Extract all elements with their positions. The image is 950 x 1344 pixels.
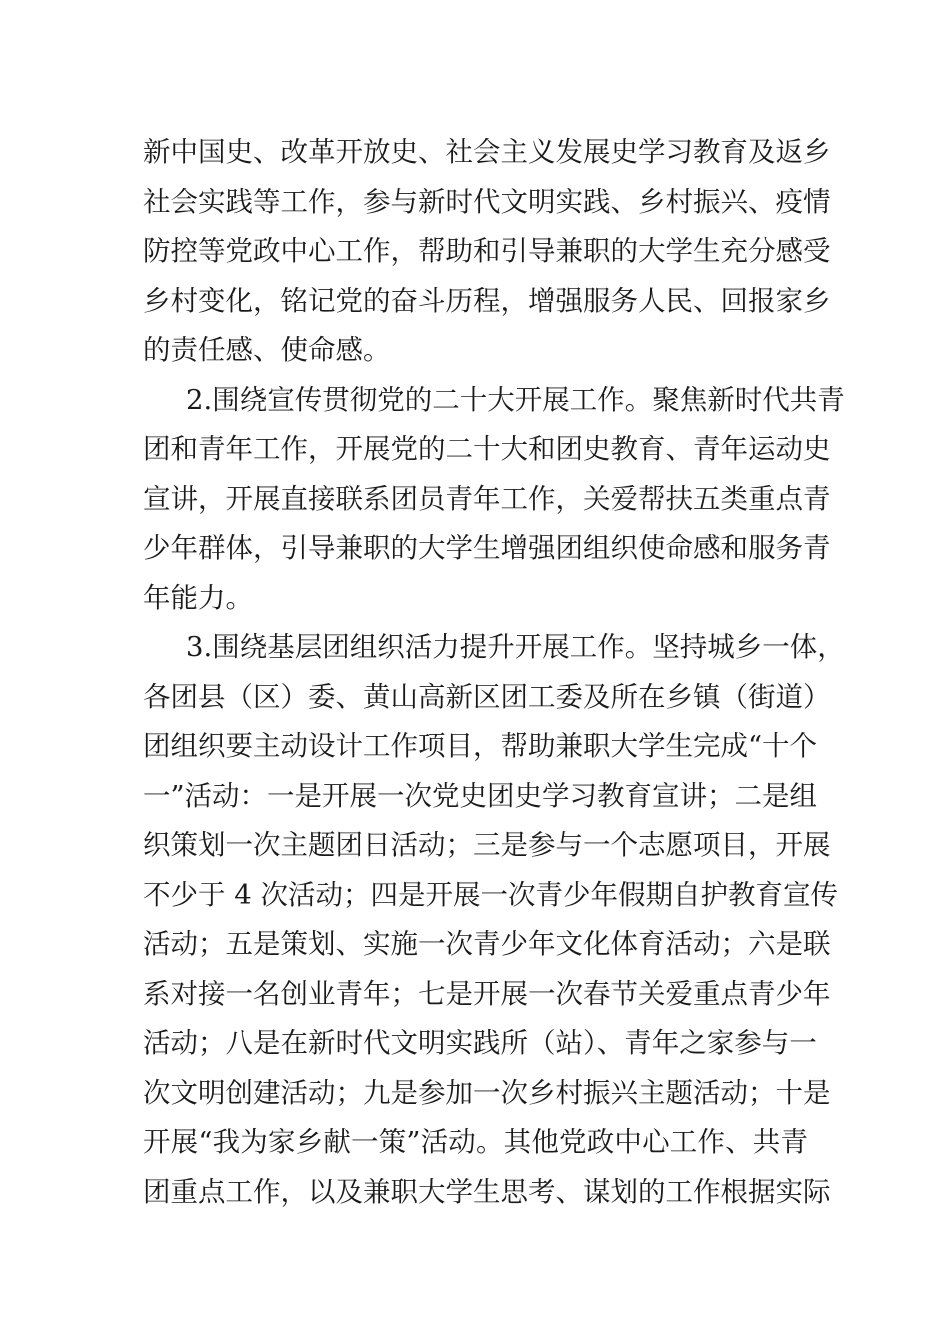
text-line: 开展“我为家乡献一策”活动。其他党政中心工作、共青: [143, 1126, 808, 1158]
text-line: 防控等党政中心工作，帮助和引导兼职的大学生充分感受: [143, 235, 831, 267]
text-line: 少年群体，引导兼职的大学生增强团组织使命感和服务青: [143, 532, 831, 564]
text-line: 活动；五是策划、实施一次青少年文化体育活动；六是联: [143, 928, 831, 960]
text-line: 团和青年工作，开展党的二十大和团史教育、青年运动史: [143, 433, 831, 465]
text-line: 各团县（区）委、黄山高新区团工委及所在乡镇（街道）: [143, 680, 831, 713]
text-line: 的责任感、使命感。: [143, 334, 391, 366]
body-text: [143, 128, 845, 1217]
text-line: 社会实践等工作，参与新时代文明实践、乡村振兴、疫情: [143, 185, 831, 218]
text-line: 活动；八是在新时代文明实践所（站）、青年之家参与一: [143, 1027, 817, 1059]
text-line: 不少于 4 次活动；四是开展一次青少年假期自护教育宣传: [143, 878, 838, 911]
text-line: 年能力。: [143, 581, 253, 614]
text-line: 乡村变化，铭记党的奋斗历程，增强服务人民、回报家乡: [143, 284, 831, 317]
text-line: 宣讲，开展直接联系团员青年工作，关爱帮扶五类重点青: [143, 482, 831, 515]
text-line: 团重点工作，以及兼职大学生思考、谋划的工作根据实际: [143, 1175, 831, 1208]
text-line: 团组织要主动设计工作项目，帮助兼职大学生完成“十个: [143, 730, 818, 762]
text-line: 一”活动：一是开展一次党史团史学习教育宣讲；二是组: [143, 779, 818, 812]
paragraph-heading-2: 2.围绕宣传贯彻党的二十大开展工作。聚焦新时代共青: [186, 383, 845, 416]
text-line: 系对接一名创业青年；七是开展一次春节关爱重点青少年: [143, 977, 831, 1010]
text-line: 织策划一次主题团日活动；三是参与一个志愿项目，开展: [143, 829, 831, 861]
paragraph-heading-3: 3.围绕基层团组织活力提升开展工作。坚持城乡一体，: [186, 631, 845, 663]
text-line: 次文明创建活动；九是参加一次乡村振兴主题活动；十是: [143, 1076, 831, 1109]
text-line: 新中国史、改革开放史、社会主义发展史学习教育及返乡: [143, 136, 831, 168]
